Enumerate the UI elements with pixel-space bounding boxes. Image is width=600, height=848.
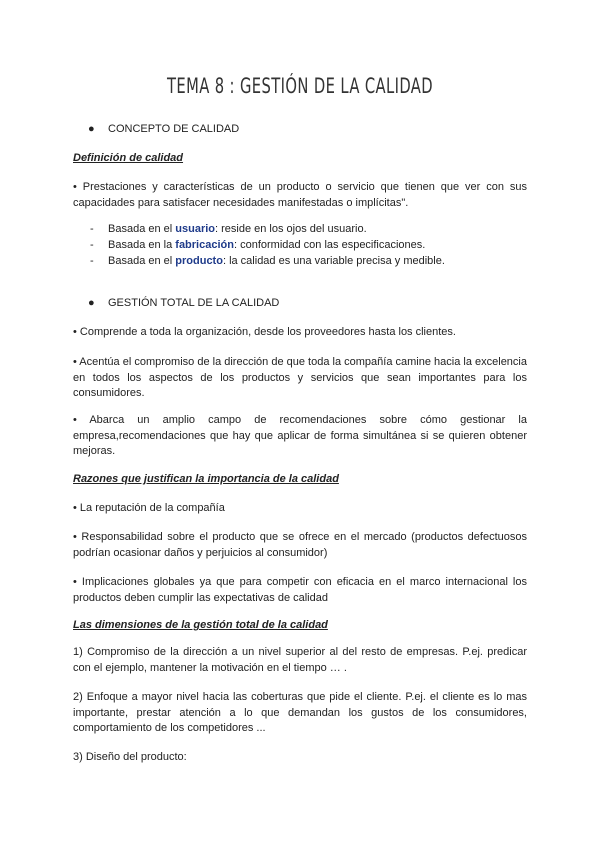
- paragraph: • Prestaciones y características de un producto o servicio que tienen que ver con sus capacidades para satisfacer necesidades manifestadas o implícitas".: [73, 181, 527, 209]
- heading-dimensiones: Las dimensiones de la gestión total de la calidad: [73, 619, 328, 631]
- section-concepto: [88, 122, 239, 137]
- page-title: TEMA 8 : GESTIÓN DE LA CALIDAD: [166, 74, 433, 98]
- list-item: - Basada en el producto: la calidad es una variable precisa y medible.: [90, 255, 445, 267]
- highlight-term: usuario: [175, 223, 216, 235]
- paragraph: • Acentúa el compromiso de la dirección de que toda la compañía camine hacia la excelencia en todos los aspectos de los productos y servicios que sean importantes para los consumidores.: [73, 356, 527, 399]
- heading-razones: Razones que justifican la importancia de la calidad: [73, 473, 339, 485]
- paragraph: • Comprende a toda la organización, desde los proveedores hasta los clientes.: [73, 326, 456, 338]
- highlight-term: producto: [175, 255, 223, 267]
- section-label: CONCEPTO DE CALIDAD: [108, 123, 240, 135]
- paragraph: • Abarca un amplio campo de recomendaciones sobre cómo gestionar la empresa,recomendaciones que hay que aplicar de forma simultánea si se quieren obtener mejoras.: [73, 414, 527, 457]
- list-item: - Basada en la fabricación: conformidad con las especificaciones.: [90, 239, 426, 251]
- paragraph: 2) Enfoque a mayor nivel hacia las coberturas que pide el cliente. P.ej. el cliente es lo mas importante, prestar atención a lo que demandan los gustos de los consumidores, comportamiento de los competidores ...: [73, 691, 527, 734]
- section-gestion-total: [88, 296, 279, 311]
- section-label: GESTIÓN TOTAL DE LA CALIDAD: [108, 297, 280, 309]
- paragraph: • Responsabilidad sobre el producto que se ofrece en el mercado (productos defectuosos podrían ocasionar daños y perjuicios al consumidor): [73, 531, 527, 559]
- bullet-icon: ●: [88, 297, 95, 309]
- list-item: - Basada en el usuario: reside en los ojos del usuario.: [90, 223, 367, 235]
- paragraph: • La reputación de la compañía: [73, 502, 225, 514]
- heading-definicion: Definición de calidad: [73, 152, 184, 164]
- paragraph: • Implicaciones globales ya que para competir con eficacia en el marco internacional los productos deben cumplir las expectativas de calidad: [73, 576, 527, 604]
- paragraph: 3) Diseño del producto:: [73, 751, 187, 763]
- bullet-icon: ●: [88, 123, 95, 135]
- paragraph: 1) Compromiso de la dirección a un nivel superior al del resto de empresas. P.ej. predicar con el ejemplo, mantener la motivación en el tiempo … .: [73, 646, 527, 674]
- highlight-term: fabricación: [175, 239, 234, 251]
